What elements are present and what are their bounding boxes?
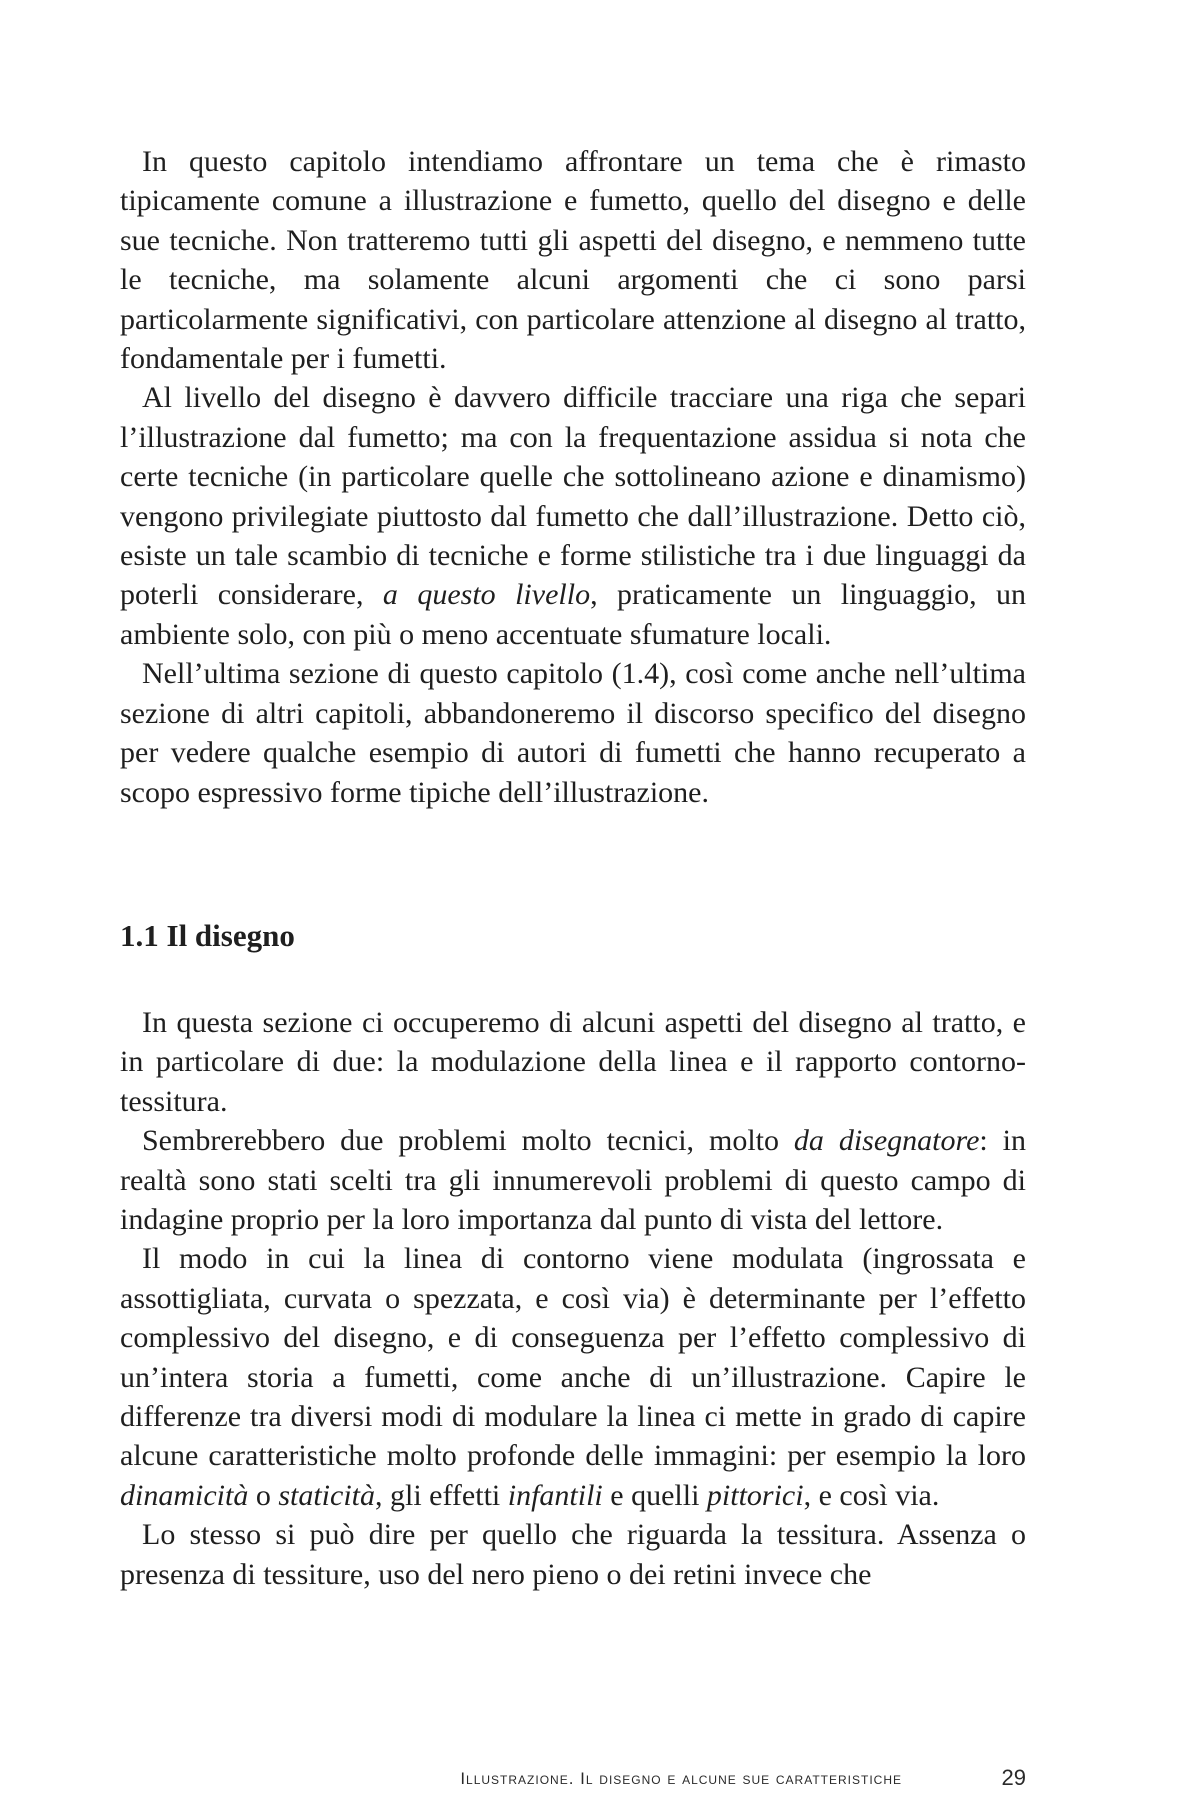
italic-text: da disegnatore [793, 1124, 980, 1158]
italic-text: pittorici [706, 1478, 804, 1512]
paragraph: Nell’ultima sezione di questo capitolo (1.4), così come anche nell’ultima sezione di altri capitoli, abbandoneremo il discorso specifico del disegno per vedere qualche esempio di autori di fumetti che hanno recuperato a scopo espressivo forme tipiche dell’illustrazione. [120, 657, 1026, 809]
text-run: , praticamente un linguaggio, un ambiente solo, con più o meno accentuate sfumature locali. [120, 578, 1027, 651]
text-run: , gli effetti [375, 1478, 508, 1512]
paragraph: In questa sezione ci occuperemo di alcuni aspetti del disegno al tratto, e in particolare di due: la modulazione della linea e il rapporto contorno-tessitura. [120, 1006, 1026, 1118]
page-number: 29 [1001, 1765, 1026, 1790]
text-run: Sembrerebbero due problemi molto tecnici, molto [142, 1124, 794, 1158]
page-footer [120, 1765, 1026, 1797]
italic-text: a questo livello [382, 578, 591, 612]
text-run: Al livello del disegno è davvero difficile tracciare una riga che separi l’illustrazione dal fumetto; ma con la frequentazione assidua si nota che certe tecniche (in particolare quelle che sottolineano azione e dinamismo) vengono privilegiate piuttosto dal fumetto che dall’illustrazione. Detto ciò, esiste un tale scambio di tecniche e forme stilistiche tra i due linguaggi da poterli considerare, [120, 381, 1026, 612]
italic-text: infantili [507, 1478, 603, 1512]
italic-text: staticità [278, 1478, 375, 1512]
section-text [120, 1003, 1026, 1594]
text-run: e quelli [602, 1478, 707, 1512]
text-run: Il modo in cui la linea di contorno viene modulata (ingrossata e assottigliata, curvata o spezzata, e così via) è determinante per l’effetto complessivo del disegno, e di conseguenza per l’effetto complessivo di un’intera storia a fumetti, come anche di un’illustrazione. Capire le differenze tra diversi modi di modulare la linea ci mette in grado di capire alcune caratteristiche molto profonde delle immagini: per esempio la loro [120, 1242, 1026, 1473]
section-heading: 1.1 Il disegno [120, 918, 295, 953]
intro-text [120, 142, 1026, 812]
italic-text: dinamicità [120, 1478, 249, 1512]
text-run: o [248, 1478, 279, 1512]
text-run: , e così via. [803, 1478, 940, 1512]
paragraph: Lo stesso si può dire per quello che riguarda la tessitura. Assenza o presenza di tessiture, uso del nero pieno o dei retini invece che [120, 1518, 1026, 1591]
paragraph [120, 1239, 1026, 1515]
paragraph: In questo capitolo intendiamo affrontare un tema che è rimasto tipicamente comune a illustrazione e fumetto, quello del disegno e delle sue tecniche. Non tratteremo tutti gli aspetti del disegno, e nemmeno tutte le tecniche, ma solamente alcuni argomenti che ci sono parsi particolarmente significativi, con particolare attenzione al disegno al tratto, fondamentale per i fumetti. [120, 145, 1026, 376]
paragraph [120, 1121, 1026, 1239]
running-head: Illustrazione. Il disegno e alcune sue caratteristiche [460, 1769, 902, 1788]
text-run: : in realtà sono stati scelti tra gli innumerevoli problemi di questo campo di indagine proprio per la loro importanza dal punto di vista del lettore. [120, 1124, 1026, 1237]
paragraph [120, 378, 1026, 654]
